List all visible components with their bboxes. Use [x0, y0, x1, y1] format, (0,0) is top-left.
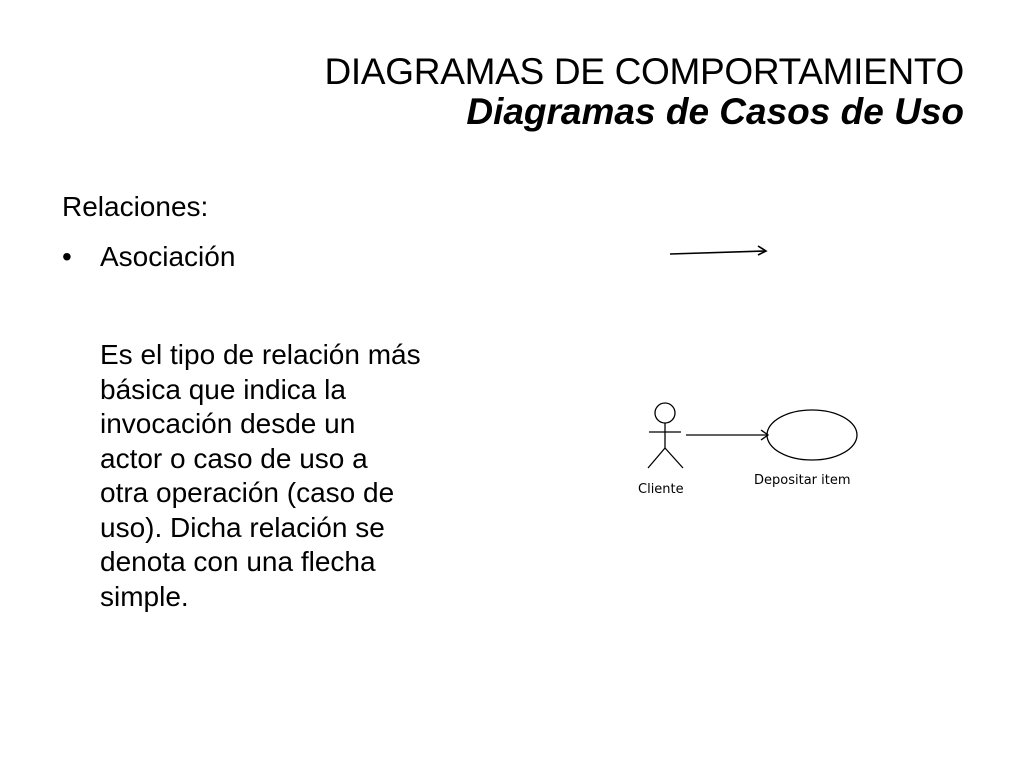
- description-line: Es el tipo de relación más: [100, 339, 421, 370]
- association-line: [686, 430, 768, 440]
- description-line: básica que indica la: [100, 373, 346, 405]
- description-line: invocación desde un: [100, 408, 356, 439]
- relation-description: [100, 338, 520, 614]
- slide-title: DIAGRAMAS DE COMPORTAMIENTO: [324, 51, 964, 92]
- use-case-diagram-drawing: [622, 378, 868, 530]
- use-case-ellipse: [767, 410, 857, 460]
- description-line: otra operación (caso de: [100, 477, 395, 508]
- actor-label: Cliente: [638, 482, 684, 497]
- use-case-label: Depositar item: [754, 473, 851, 488]
- description-line: denota con una flecha: [100, 546, 376, 577]
- actor-stick-figure-icon: [648, 403, 683, 468]
- description-line: uso). Dicha relación se: [100, 511, 385, 543]
- bullet-item-asociacion: [62, 240, 235, 274]
- slide-subtitle: Diagramas de Casos de Uso: [466, 91, 964, 132]
- description-line: actor o caso de uso a: [100, 442, 368, 474]
- association-arrow-icon: [668, 236, 772, 266]
- use-case-diagram: [622, 378, 868, 530]
- slide-title-block: [64, 52, 964, 132]
- section-heading: Relaciones:: [62, 191, 209, 222]
- bullet-icon: •: [62, 241, 72, 272]
- description-line: simple.: [100, 580, 189, 612]
- bullet-label: Asociación: [100, 241, 236, 272]
